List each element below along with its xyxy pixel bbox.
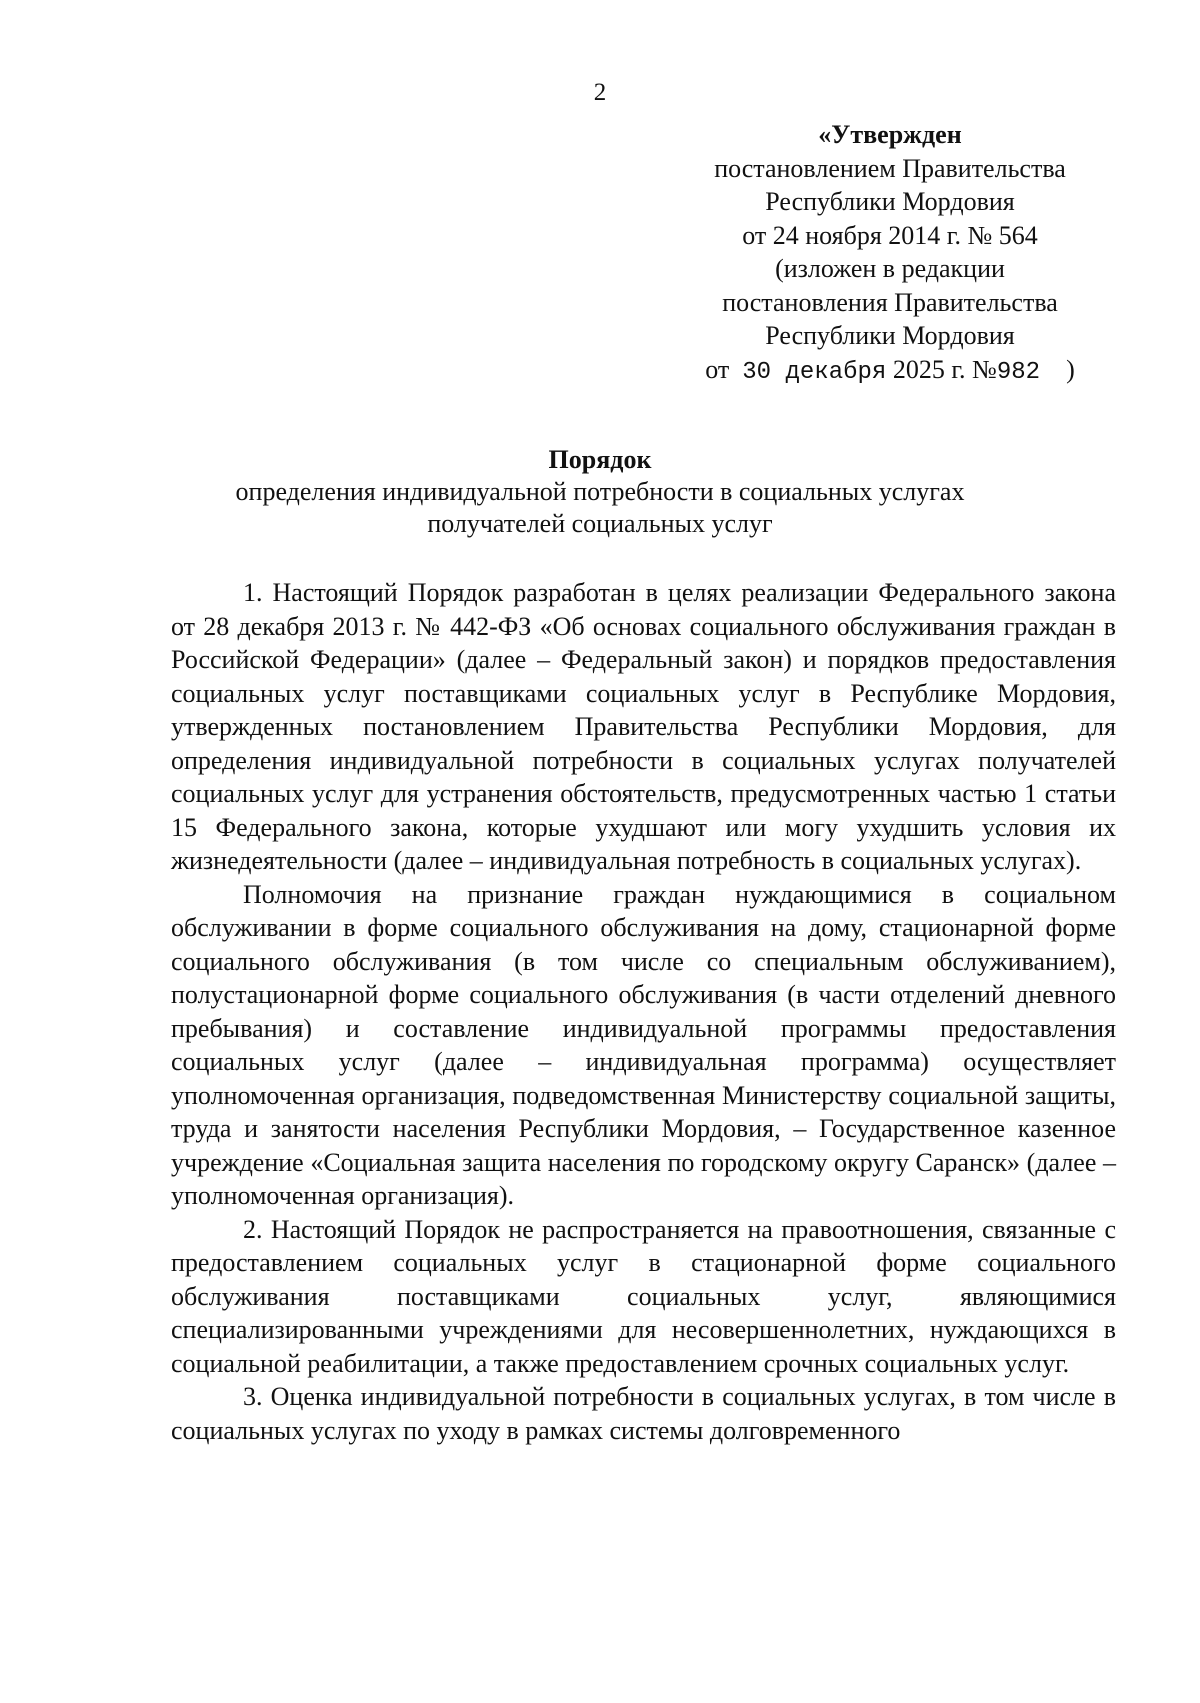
document-heading: Порядок xyxy=(548,445,652,474)
document-subtitle-line: определения индивидуальной потребности в социальных услугах xyxy=(235,477,965,506)
document-subtitle-line: получателей социальных услуг xyxy=(427,509,773,538)
paragraph-3: 3. Оценка индивидуальной потребности в социальных услугах, в том числе в социальных услугах по уходу в рамках системы долговременного xyxy=(171,1382,1116,1445)
page-number: 2 xyxy=(593,79,607,106)
approval-date-value: 30 декабря xyxy=(742,358,887,386)
approval-line: Республики Мордовия xyxy=(765,321,1015,350)
approval-line: от 24 ноября 2014 г. № 564 xyxy=(742,220,1038,250)
document-body xyxy=(171,576,1116,1447)
approval-line: постановлением Правительства xyxy=(714,153,1066,183)
paragraph-powers: Полномочия на признание граждан нуждающимися в социальном обслуживании в форме социального обслуживания на дому, стационарной форме социального обслуживания (в том числе со специальным обслуживанием), полустационарной форме социального обслуживания (в части отделений дневного пребывания) и составление индивидуальной программы предоставления социальных услуг (далее – индивидуальная программа) осуществляет уполномоченная организация, подведомственная Министерству социальной защиты, труда и занятости населения Республики Мордовия, – Государственное казенное учреждение «Социальная защита населения по городскому округу Саранск» (далее – уполномоченная организация). xyxy=(171,879,1116,1210)
document-title xyxy=(0,444,1200,540)
approval-revision-date-line xyxy=(640,353,1140,390)
approval-closing-paren: ) xyxy=(1066,354,1075,384)
approval-date-year: 2025 г. № xyxy=(892,354,997,384)
approval-stamp-block xyxy=(640,118,1140,389)
paragraph-2: 2. Настоящий Порядок не распространяется на правоотношения, связанные с предоставлением социальных услуг в стационарной форме социального обслуживания поставщиками социальных услуг, являющимися специализированными учреждениями для несовершеннолетних, нуждающихся в социальной реабилитации, а также предоставлением срочных социальных услуг. xyxy=(171,1214,1116,1378)
approval-date-prefix: от xyxy=(705,354,730,384)
approval-title: «Утвержден xyxy=(818,120,962,149)
approval-line: постановления Правительства xyxy=(722,287,1058,317)
approval-line: (изложен в редакции xyxy=(775,254,1005,283)
approval-line: Республики Мордовия xyxy=(765,187,1015,216)
paragraph-1: 1. Настоящий Порядок разработан в целях реализации Федерального закона от 28 декабря 2013 г. № 442-ФЗ «Об основах социального обслуживания граждан в Российской Федерации» (далее – Федеральный закон) и порядков предоставления социальных услуг поставщиками социальных услуг в Республике Мордовия, утвержденных постановлением Правительства Республики Мордовия, для определения индивидуальной потребности в социальных услугах получателей социальных услуг для устранения обстоятельств, предусмотренных частью 1 статьи 15 Федерального закона, которые ухудшают или могу ухудшить условия их жизнедеятельности (далее – индивидуальная потребность в социальных услугах). xyxy=(171,578,1116,875)
approval-number-value: 982 xyxy=(996,358,1041,386)
